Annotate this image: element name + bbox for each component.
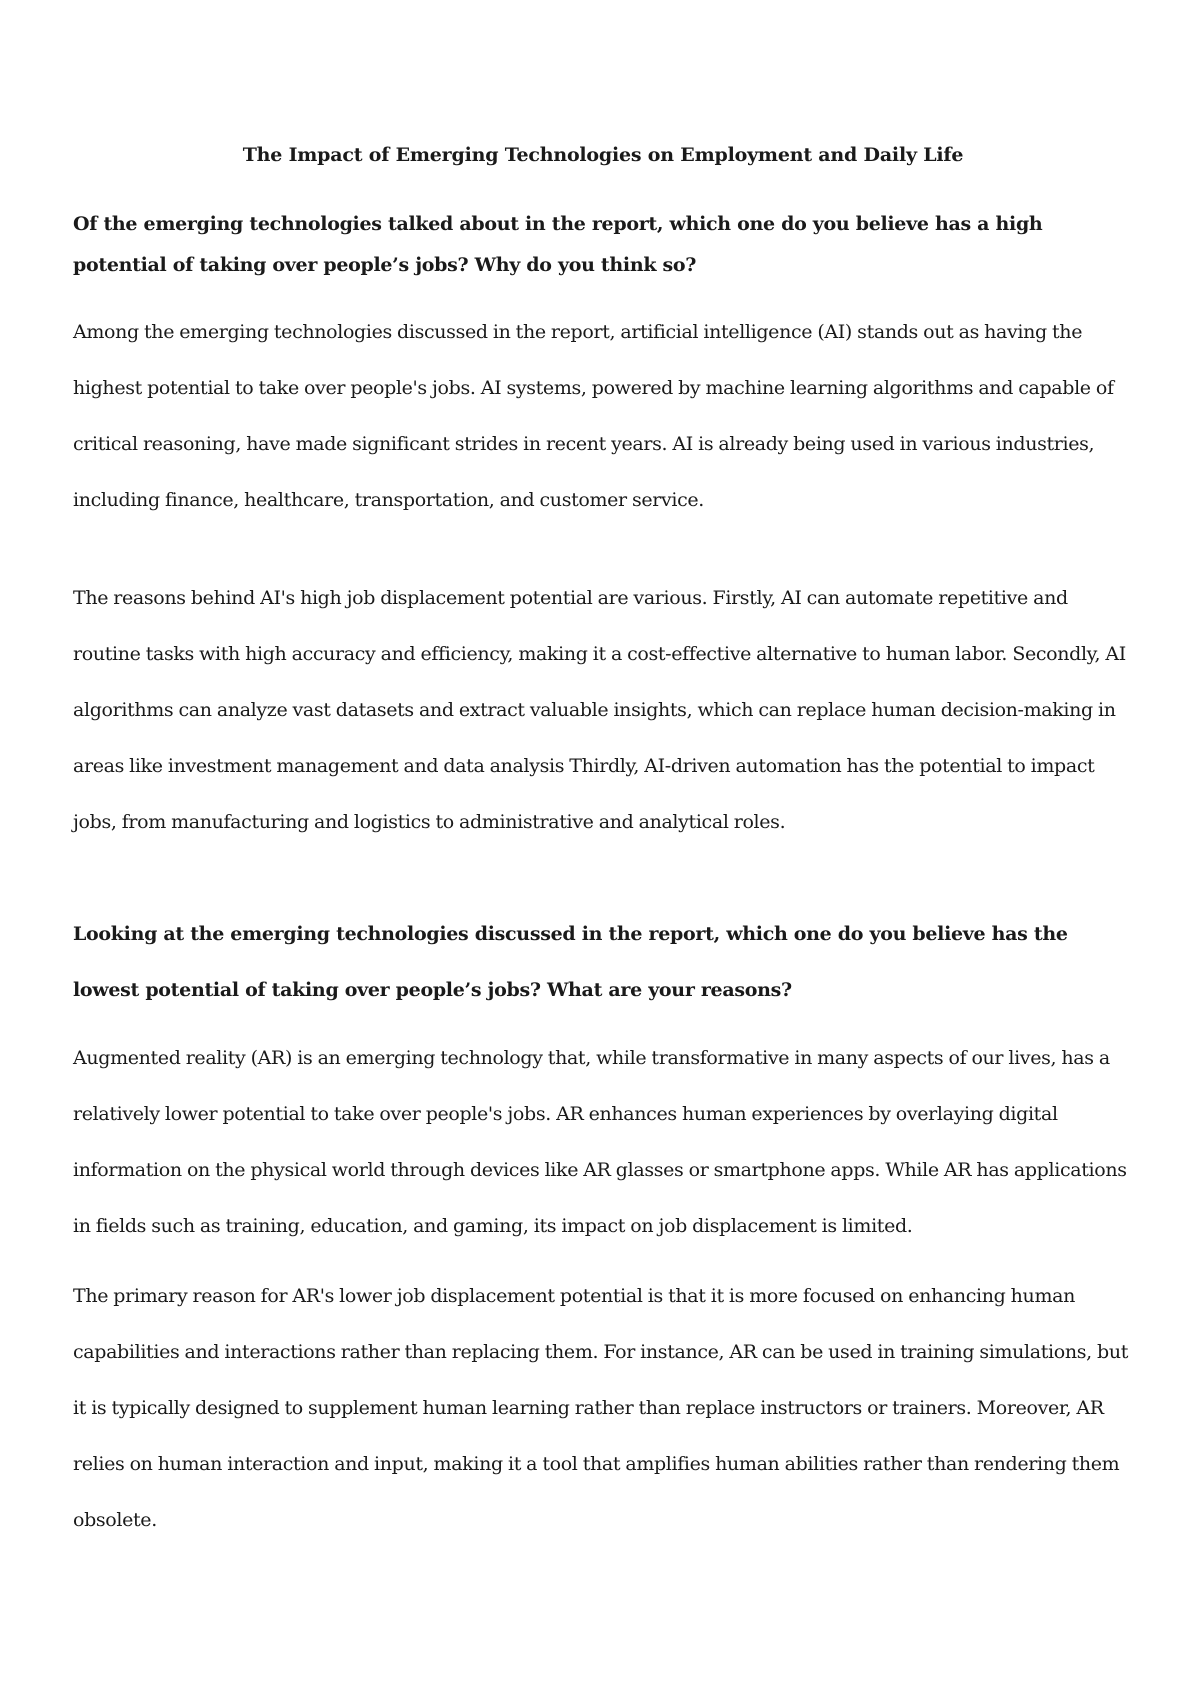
section-1 xyxy=(73,204,1133,850)
section-2-question: Looking at the emerging technologies discussed in the report, which one do you believe has the lowest potential of taking over people’s jobs? What are your reasons? xyxy=(73,923,1068,1001)
section-spacer xyxy=(73,850,1133,906)
section-2-paragraph-2: The primary reason for AR's lower job displacement potential is that it is more focused on enhancing human capabilities and interactions rather than replacing them. For instance, AR can be used in training simulations, but it is typically designed to supplement human learning rather than replace instructors or trainers. Moreover, AR relies on human interaction and input, making it a tool that amplifies human abilities rather than rendering them obsolete. xyxy=(73,1285,1129,1531)
paragraph-spacer xyxy=(73,1254,1133,1268)
section-2 xyxy=(73,906,1133,1548)
document-title: The Impact of Emerging Technologies on Employment and Daily Life xyxy=(242,144,964,166)
paragraph-spacer xyxy=(73,528,1133,570)
section-1-paragraph-2: The reasons behind AI's high job displacement potential are various. Firstly, AI can automate repetitive and routine tasks with high accuracy and efficiency, making it a cost-effective alternative to human labor. Secondly, AI algorithms can analyze vast datasets and extract valuable insights, which can replace human decision-making in areas like investment management and data analysis Thirdly, AI-driven automation has the potential to impact jobs, from manufacturing and logistics to administrative and analytical roles. xyxy=(73,587,1126,833)
document-page xyxy=(73,140,1133,1548)
section-1-paragraph-1: Among the emerging technologies discussed in the report, artificial intelligence (AI) stands out as having the highest potential to take over people's jobs. AI systems, powered by machine learning algorithms and capable of critical reasoning, have made significant strides in recent years. AI is already being used in various industries, including finance, healthcare, transportation, and customer service. xyxy=(73,321,1114,511)
section-1-question: Of the emerging technologies talked about in the report, which one do you believe has a high potential of taking over people’s jobs? Why do you think so? xyxy=(73,213,1043,276)
section-2-paragraph-1: Augmented reality (AR) is an emerging technology that, while transformative in many aspects of our lives, has a relatively lower potential to take over people's jobs. AR enhances human experiences by overlaying digital information on the physical world through devices like AR glasses or smartphone apps. While AR has applications in fields such as training, education, and gaming, its impact on job displacement is limited. xyxy=(73,1047,1127,1237)
